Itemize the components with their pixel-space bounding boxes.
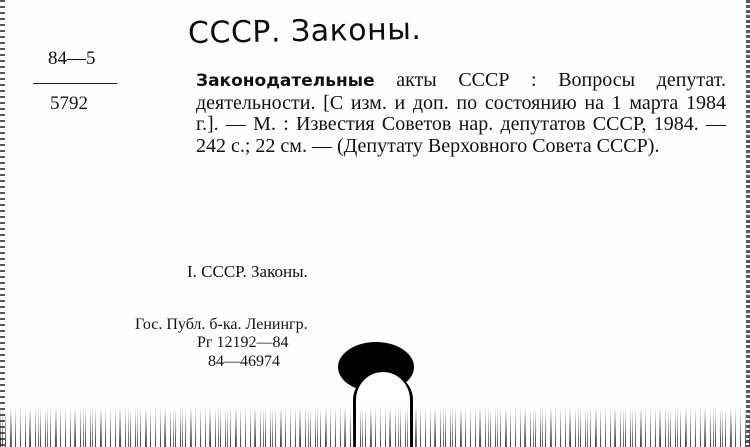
call-number-bottom: 5792 (50, 93, 88, 114)
call-number-top: 84—5 (48, 48, 96, 69)
entry-text (138, 70, 726, 157)
card-number: 84—46974 (208, 353, 280, 370)
library-name: Гос. Публ. б-ка. Ленингр. (135, 316, 308, 333)
entry-title: Законодательные (196, 71, 375, 91)
card-edge-left (0, 0, 5, 447)
call-number-divider (33, 83, 117, 84)
subject-tracing: I. СССР. Законы. (187, 262, 308, 281)
registration-number: Рг 12192—84 (197, 334, 289, 351)
card-edge-right (746, 0, 750, 447)
bibliographic-entry (138, 70, 726, 157)
scan-noise-bottom (0, 407, 750, 447)
handwritten-heading: СССР. Законы. (187, 11, 422, 52)
entry-description: акты СССР : Вопросы депутат. деятельности. [С изм. и доп. по состоянию на 1 марта 1984 г.]. — М. : Известия Советов нар. депутатов СССР, 1984. — 242 с.; 22 см. — (Депутату Верховного Совета СССР). (196, 69, 726, 157)
